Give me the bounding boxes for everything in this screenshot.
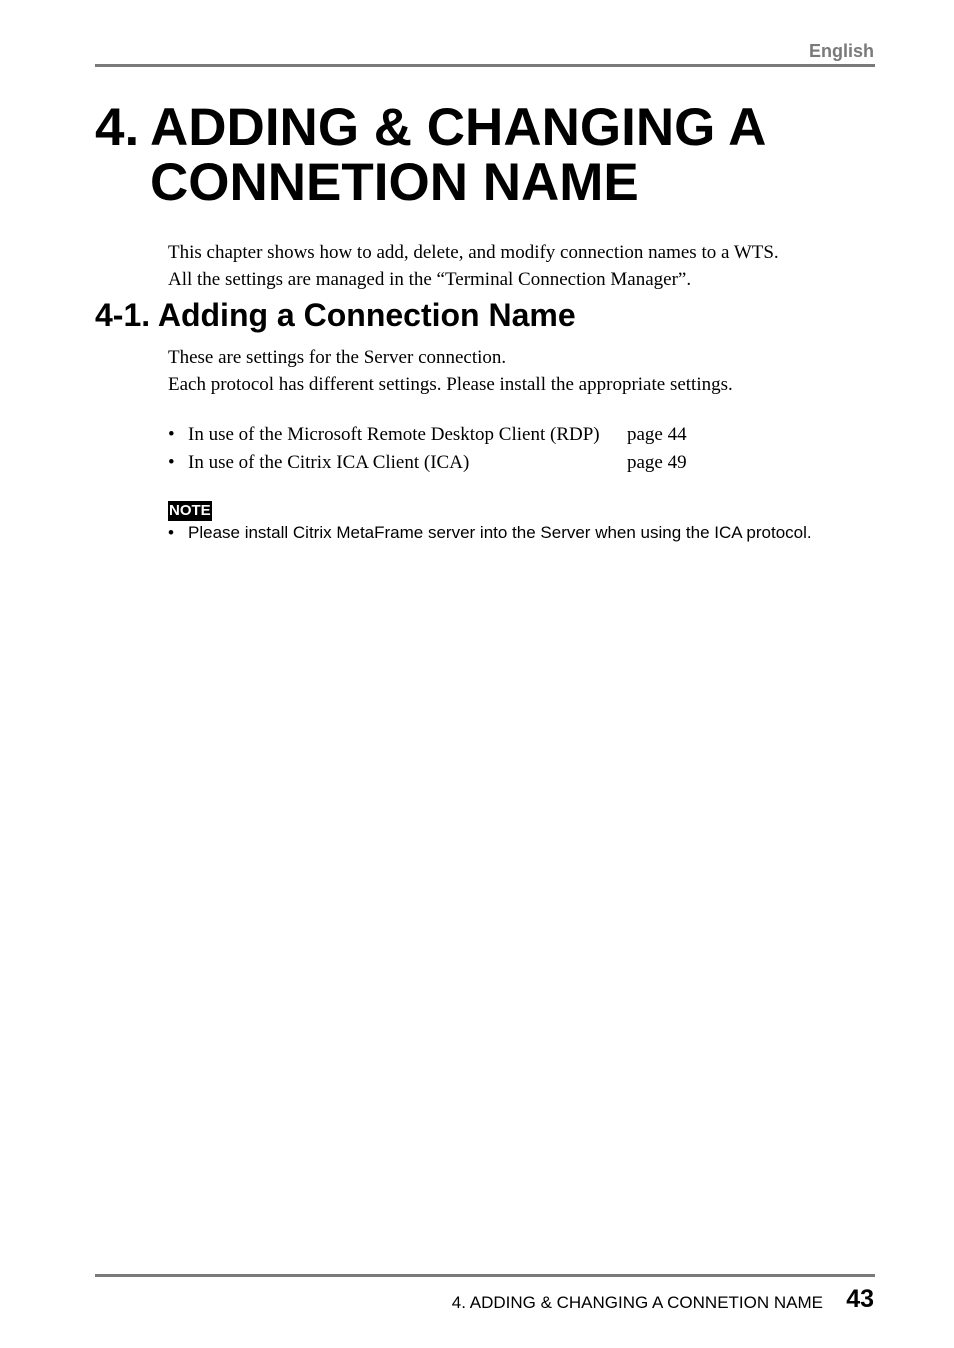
section-title: 4-1. Adding a Connection Name [95,297,576,333]
chapter-intro [168,239,779,293]
note-text [168,523,812,543]
header-rule [95,64,875,67]
page-reference-list [168,421,687,477]
chapter-number: 4. [95,98,140,157]
list-item [168,449,687,477]
chapter-title-line2: CONNETION NAME [150,153,639,212]
reference-label: In use of the Microsoft Remote Desktop Client (RDP) [188,424,600,445]
bullet-icon: • [168,523,174,542]
chapter-title-line1: ADDING & CHANGING A [150,98,767,157]
reference-page: page 49 [627,452,687,473]
reference-page: page 44 [627,424,687,445]
note-badge: NOTE [169,502,211,519]
chapter-title [95,100,766,210]
intro-line: All the settings are managed in the “Terminal Connection Manager”. [168,269,692,290]
paragraph-line: These are settings for the Server connection. [168,347,507,368]
intro-line: This chapter shows how to add, delete, and modify connection names to a WTS. [168,242,779,263]
list-item [168,421,687,449]
paragraph-line: Each protocol has different settings. Please install the appropriate settings. [168,374,733,395]
bullet-icon: • [168,424,175,445]
footer-rule [95,1274,875,1277]
page-number: 43 [846,1285,874,1313]
footer-chapter-title: 4. ADDING & CHANGING A CONNETION NAME [451,1293,823,1312]
reference-label: In use of the Citrix ICA Client (ICA) [188,452,470,473]
language-label: English [808,41,874,61]
bullet-icon: • [168,452,175,473]
note-body: Please install Citrix MetaFrame server into the Server when using the ICA protocol. [188,523,812,542]
section-paragraph [168,344,733,398]
